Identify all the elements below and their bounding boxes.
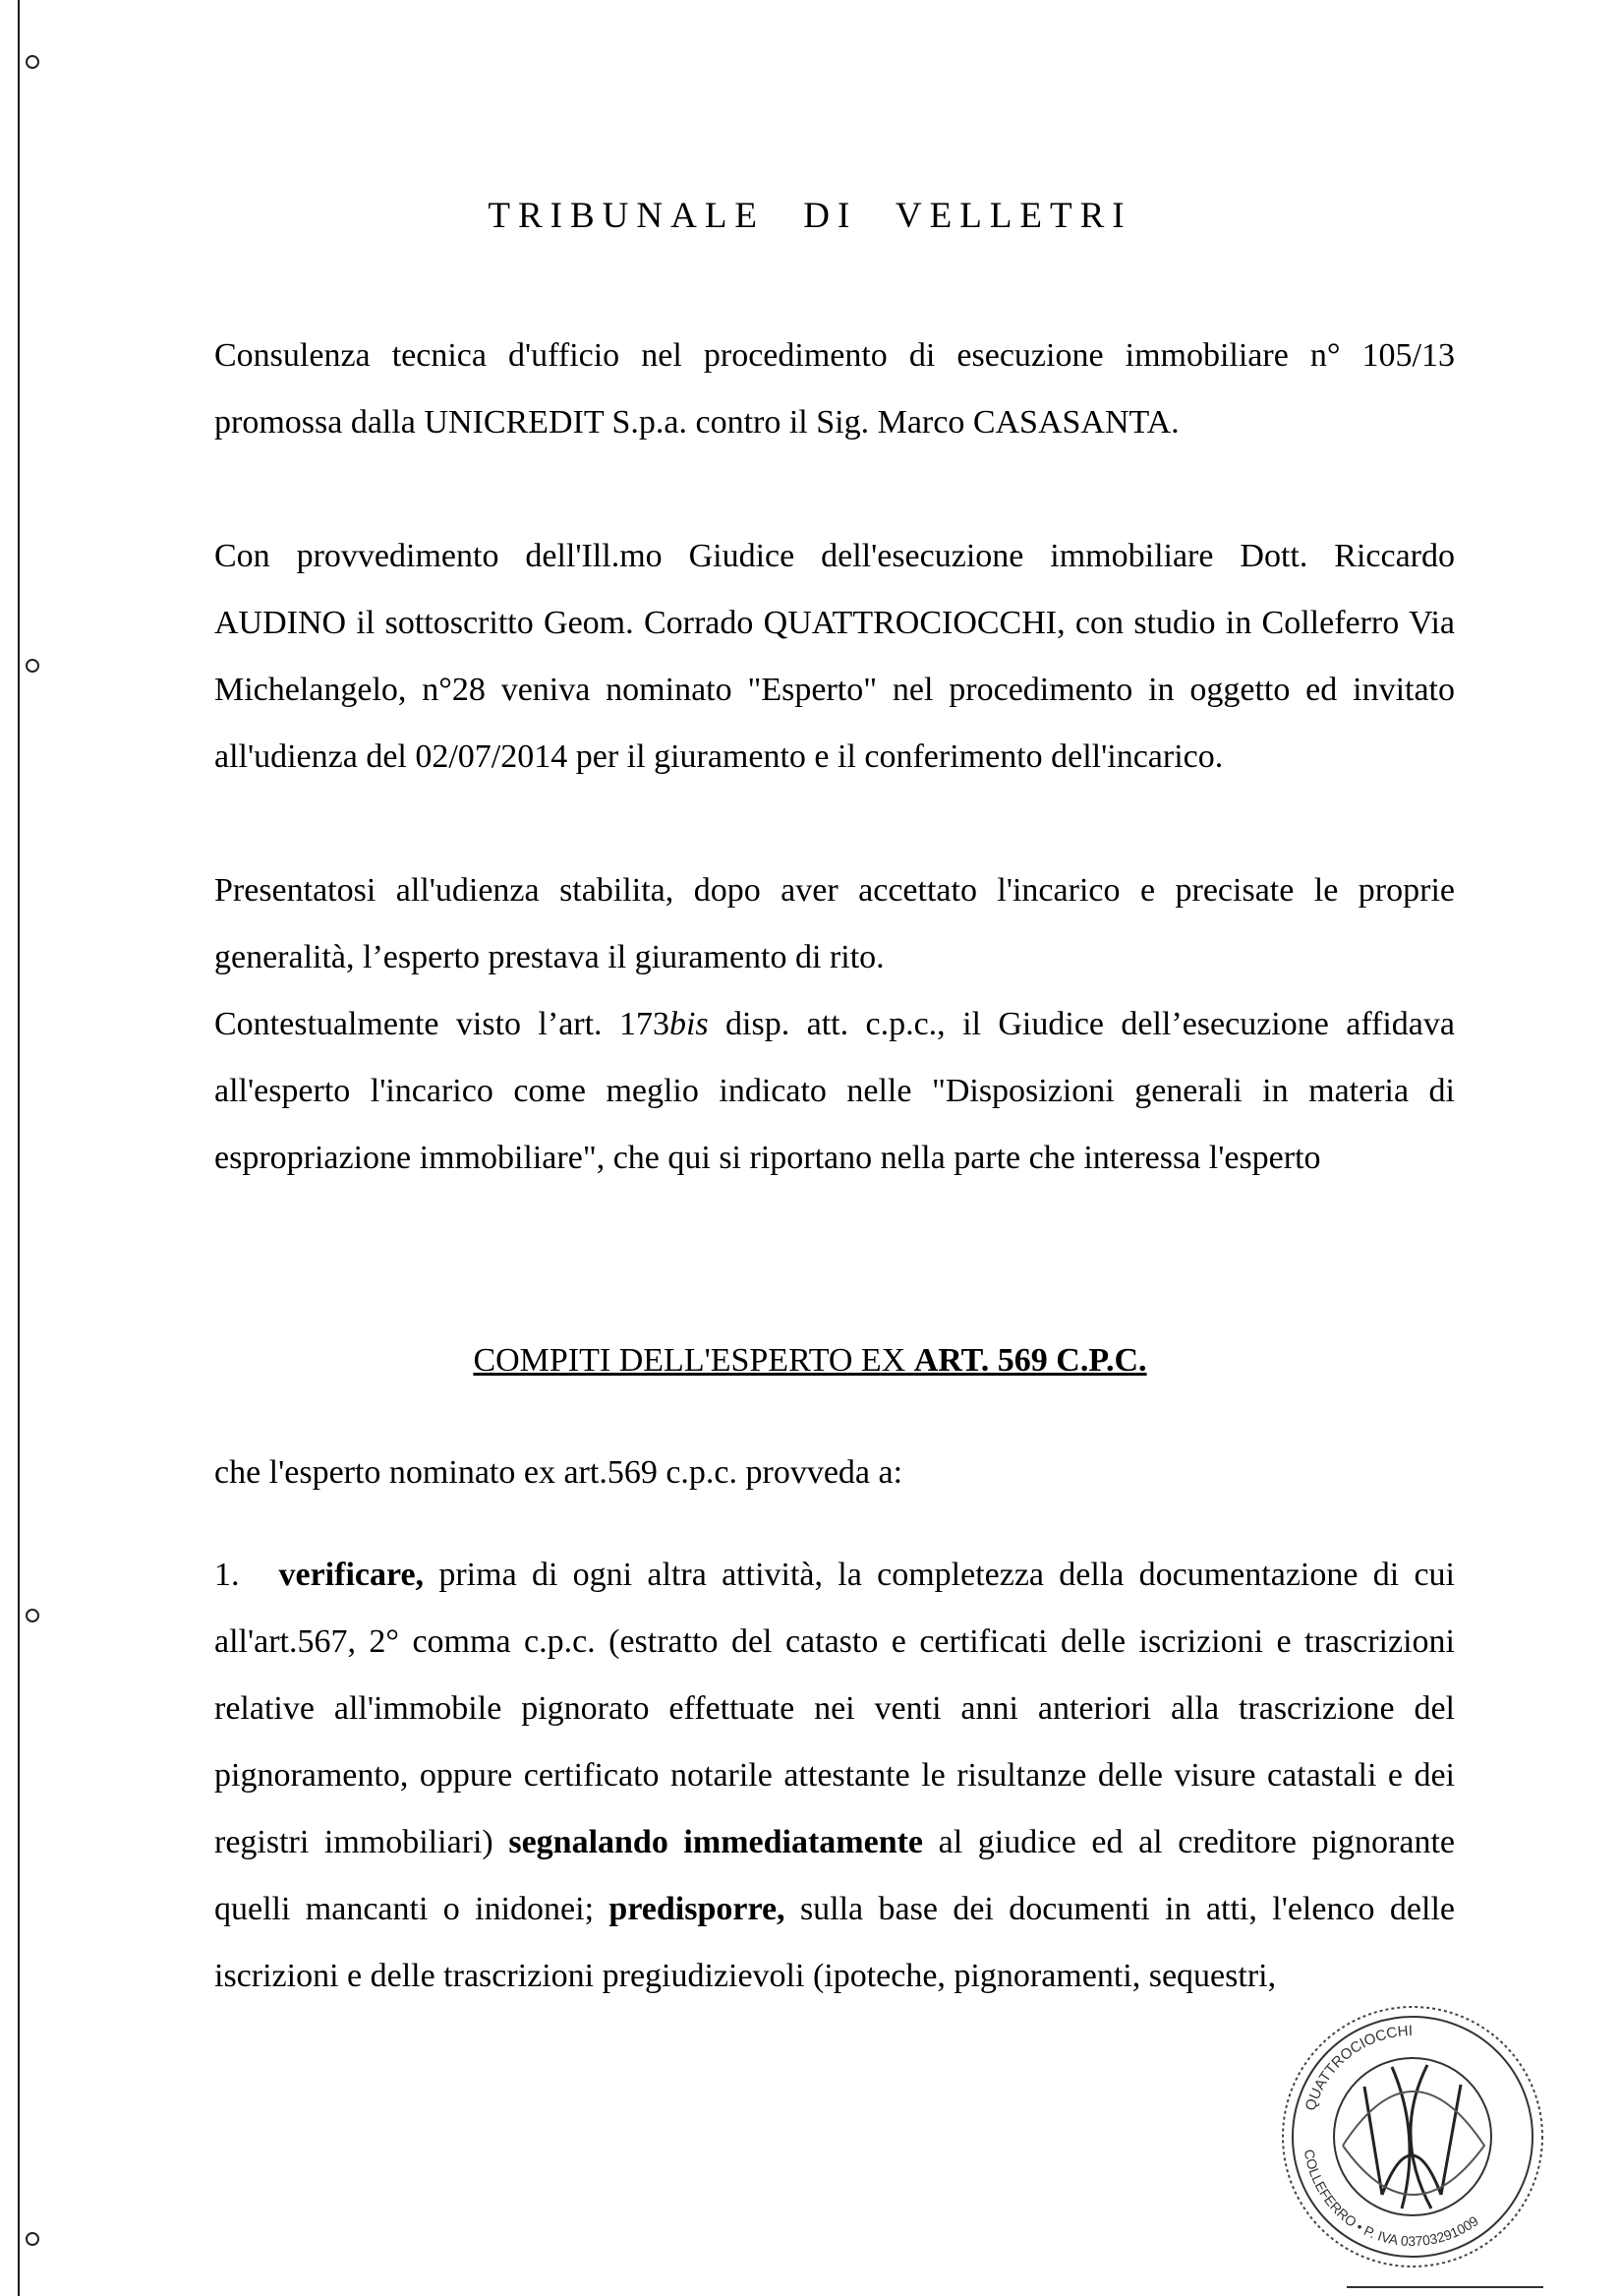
text-run: prima di ogni altra attività, la completezza della documentazione di cui all'art.567, 2° comma c.p.c. (estratto del catasto e certificati delle iscrizioni e trascrizioni relative all'immobile pignorato effettuate nei venti anni anteriori alla trascrizione del pignoramento, oppure certificato notarile attestante le risultanze delle visure catastali e dei registri immobiliari) (214, 1557, 1455, 1860)
intro-paragraph-2 (214, 523, 1455, 791)
paragraph-text (214, 991, 1455, 1192)
section-title-bold: ART. 569 C.P.C. (913, 1342, 1147, 1379)
task-item-1 (214, 1542, 1455, 2010)
paragraph-text (214, 1542, 1455, 2010)
paragraph-text: che l'esperto nominato ex art.569 c.p.c. provveda a: (214, 1454, 903, 1491)
stamp-top-textpath: QUATTROCIOCCHI (1302, 2022, 1414, 2113)
document-heading: TRIBUNALE DI VELLETRI (488, 196, 1132, 236)
intro-paragraph-3 (214, 857, 1455, 991)
paragraph-text: Con provvedimento dell'Ill.mo Giudice dell'esecuzione immobiliare Dott. Riccardo AUDINO il sottoscritto Geom. Corrado QUATTROCIOCCHI, con studio in Colleferro Via Michelangelo, n°28 veniva nominato "Esperto" nel procedimento in oggetto ed invitato all'udienza del 02/07/2014 per il giuramento e il conferimento dell'incarico. (214, 538, 1455, 775)
paragraph-text: Presentatosi all'udienza stabilita, dopo aver accettato l'incarico e precisate le proprie generalità, l’esperto prestava il giuramento di rito. (214, 872, 1455, 975)
stamp-top-text (1302, 2023, 1413, 2113)
section-title (0, 1337, 1620, 1384)
stamp-bottom-text (1302, 2149, 1481, 2249)
section-title-plain: COMPITI DELL'ESPERTO EX (473, 1342, 914, 1379)
intro-paragraph-4 (214, 991, 1455, 1192)
intro-paragraph-1 (214, 323, 1455, 456)
text-run: disp. att. c.p.c., il Giudice dell’esecuzione affidava all'esperto l'incarico come meglio indicato nelle "Disposizioni generali in materia di espropriazione immobiliare", che qui si riportano nella parte che interessa l'esperto (214, 1006, 1455, 1176)
punch-hole (26, 2232, 39, 2246)
punch-hole (26, 1609, 39, 1622)
bold-text: predisporre, (608, 1891, 785, 1927)
stamp-bottom-textpath: COLLEFERRO • P. IVA 03703291009 (1301, 2148, 1481, 2250)
punch-hole (26, 659, 39, 673)
punch-hole (26, 55, 39, 69)
text-run: sulla base dei documenti in atti, l'elenco delle iscrizioni e delle trascrizioni pregiudizievoli (ipoteche, pignoramenti, sequestri, (214, 1891, 1455, 1994)
bottom-rule (1347, 2286, 1543, 2288)
professional-stamp-seal (1274, 1998, 1551, 2275)
binder-margin-line (18, 0, 20, 2296)
text-run: al giudice ed al creditore pignorante quelli mancanti o inidonei; (214, 1824, 1455, 1927)
bold-text: verificare, (278, 1557, 425, 1593)
tasks-lead (214, 1440, 1455, 1506)
bold-text: segnalando immediatamente (508, 1824, 924, 1860)
text-run: 173 (618, 1006, 669, 1042)
italic-text: bis (668, 1006, 709, 1042)
text-run: Contestualmente visto l’art. (214, 1006, 619, 1042)
paragraph-text: Consulenza tecnica d'ufficio nel procedimento di esecuzione immobiliare n° 105/13 promossa dalla UNICREDIT S.p.a. contro il Sig. Marco CASASANTA. (214, 337, 1455, 441)
item-number: 1. (214, 1557, 240, 1593)
